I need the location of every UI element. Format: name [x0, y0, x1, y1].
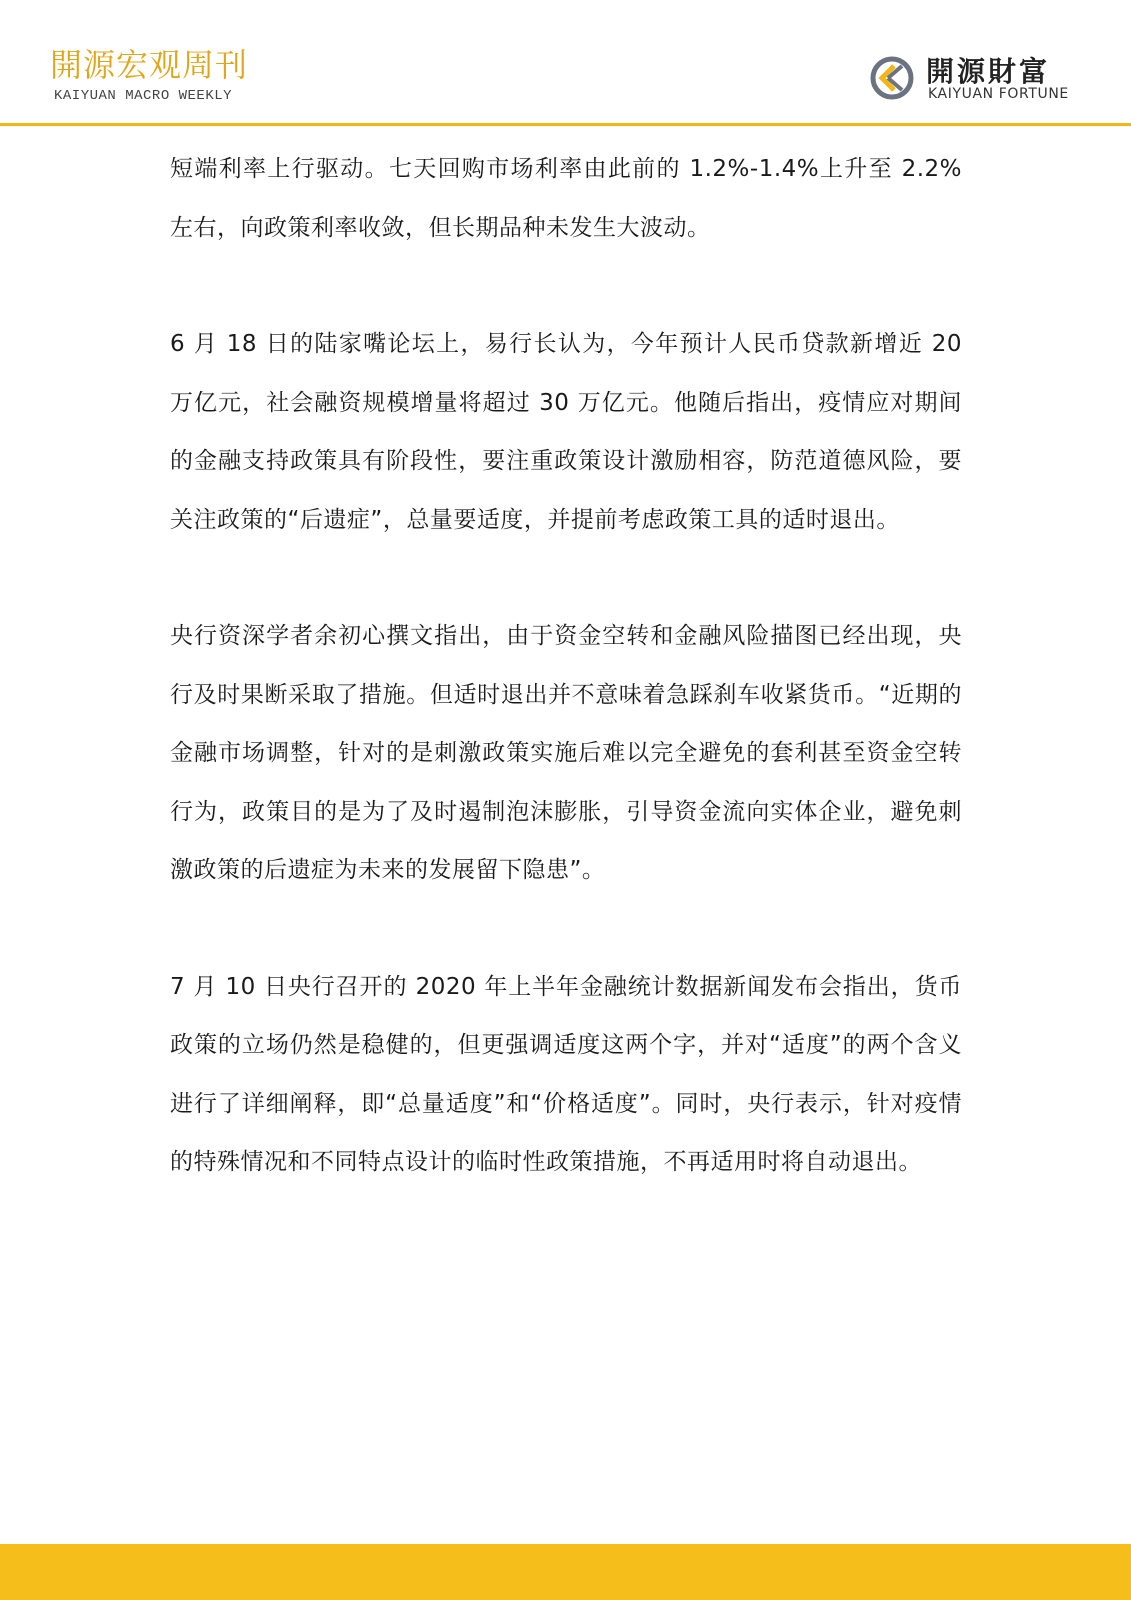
brand-name: 開源財富 [926, 55, 1051, 88]
paragraph-2: 6 月 18 日的陆家嘴论坛上，易行长认为，今年预计人民币贷款新增近 20 万亿元，社会融资规模增量将超过 30 万亿元。他随后指出，疫情应对期间的金融支持政策具有阶段性，要注重政策设计激励相容，防范道德风险，要关注政策的“后遗症”，总量要适度，并提前考虑政策工具的适时退出。 [170, 331, 962, 533]
kaiyuan-logo-icon [868, 54, 916, 102]
brand-block [868, 50, 1088, 106]
article-body [170, 140, 962, 1192]
header-divider [0, 123, 1131, 126]
page-header [0, 0, 1131, 126]
paragraph-3: 央行资深学者余初心撰文指出，由于资金空转和金融风险描图已经出现，央行及时果断采取了措施。但适时退出并不意味着急踩刹车收紧货币。“近期的金融市场调整，针对的是刺激政策实施后难以完全避免的套利甚至资金空转行为，政策目的是为了及时遏制泡沫膨胀，引导资金流向实体企业，避免刺激政策的后遗症为未来的发展留下隐患”。 [170, 623, 962, 883]
brand-name-english: KAIYUAN FORTUNE [928, 86, 1069, 102]
footer-band [0, 1544, 1131, 1600]
publication-subtitle: KAIYUAN MACRO WEEKLY [54, 88, 233, 104]
paragraph-4: 7 月 10 日央行召开的 2020 年上半年金融统计数据新闻发布会指出，货币政策的立场仍然是稳健的，但更强调适度这两个字，并对“适度”的两个含义进行了详细阐释，即“总量适度”和“价格适度”。同时，央行表示，针对疫情的特殊情况和不同特点设计的临时性政策措施，不再适用时将自动退出。 [170, 973, 962, 1175]
publication-title: 開源宏观周刊 [50, 46, 249, 84]
paragraph-1: 短端利率上行驱动。七天回购市场利率由此前的 1.2%-1.4%上升至 2.2%左右，向政策利率收敛，但长期品种未发生大波动。 [170, 156, 962, 241]
